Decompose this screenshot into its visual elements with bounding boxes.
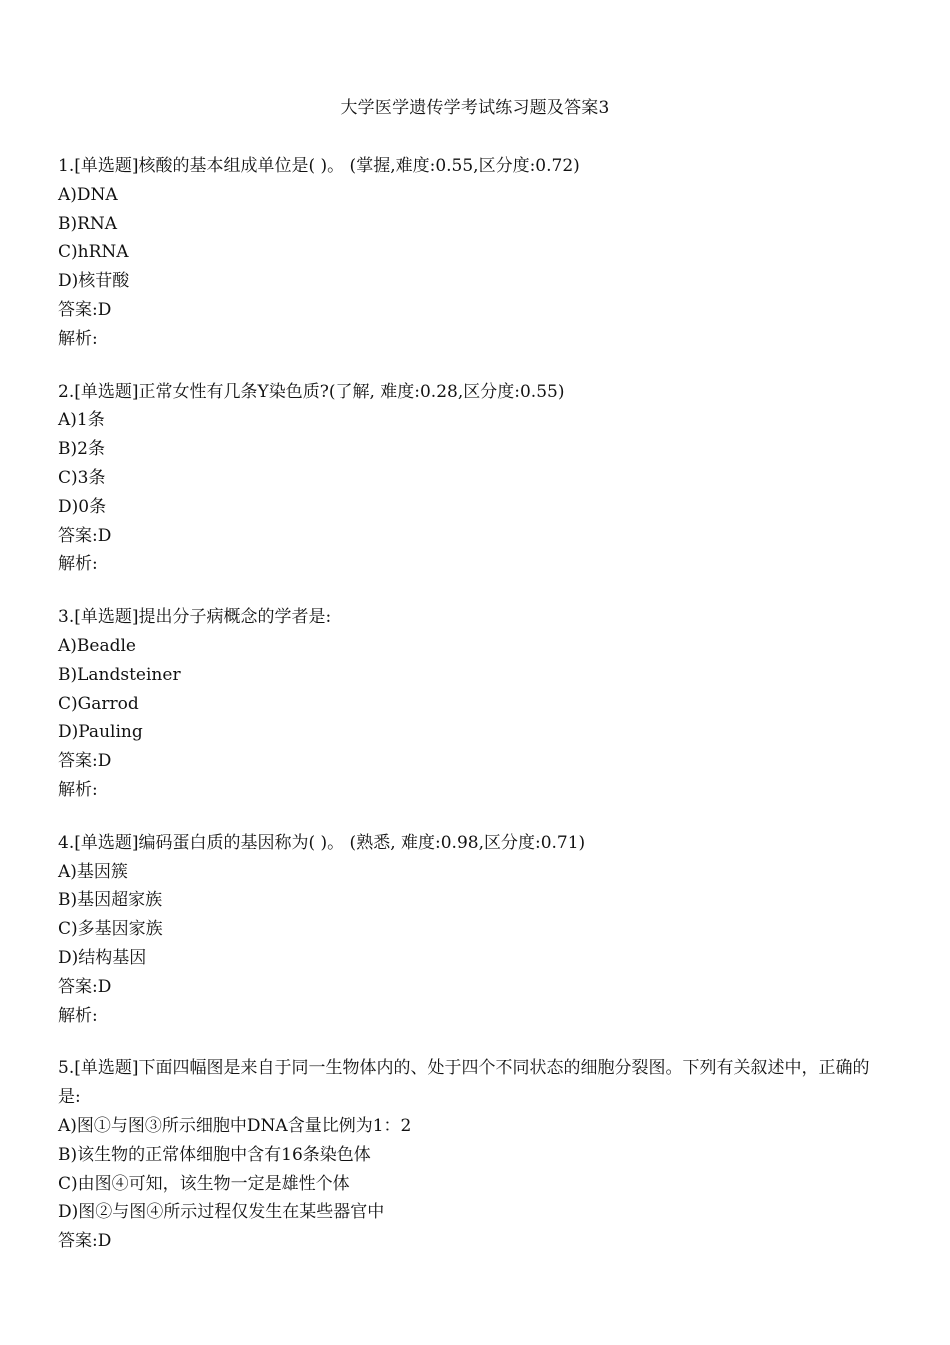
document-title: 大学医学遗传学考试练习题及答案3: [340, 98, 610, 118]
question-stem: 4.[单选题]编码蛋白质的基因称为( )。 (熟悉, 难度:0.98,区分度:0.71): [58, 832, 586, 853]
question-5: [58, 1054, 892, 1256]
option-c: C)多基因家族: [58, 919, 163, 940]
option-a: A)DNA: [58, 184, 118, 205]
option-d: D)0条: [58, 496, 107, 517]
question-stem: 3.[单选题]提出分子病概念的学者是:: [58, 607, 332, 628]
option-d: D)图②与图④所示过程仅发生在某些器官中: [58, 1202, 385, 1223]
analysis: 解析:: [58, 1005, 98, 1026]
option-b: B)Landsteiner: [58, 664, 181, 685]
option-c: C)hRNA: [58, 242, 129, 263]
question-stem: 1.[单选题]核酸的基本组成单位是( )。 (掌握,难度:0.55,区分度:0.72): [58, 156, 580, 176]
option-c: C)3条: [58, 467, 106, 488]
option-b: B)基因超家族: [58, 890, 163, 911]
option-b: B)该生物的正常体细胞中含有16条染色体: [58, 1144, 371, 1165]
option-b: B)2条: [58, 439, 105, 460]
option-a: A)Beadle: [58, 635, 136, 656]
option-d: D)Pauling: [58, 722, 143, 743]
analysis: 解析:: [58, 328, 98, 349]
option-a: A)基因簇: [58, 861, 128, 882]
answer: 答案:D: [58, 525, 112, 546]
analysis: 解析:: [58, 779, 98, 800]
question-list: [58, 152, 892, 1280]
answer: 答案:D: [58, 751, 112, 772]
option-a: A)1条: [58, 410, 105, 431]
question-4: [58, 829, 892, 1031]
answer: 答案:D: [58, 1231, 112, 1252]
question-3: [58, 603, 892, 805]
question-stem: 5.[单选题]下面四幅图是来自于同一生物体内的、处于四个不同状态的细胞分裂图。下列有关叙述中，正确的是:: [58, 1058, 870, 1108]
option-d: D)结构基因: [58, 947, 147, 968]
question-1: [58, 152, 892, 354]
question-2: [58, 378, 892, 580]
option-c: C)由图④可知，该生物一定是雄性个体: [58, 1173, 350, 1194]
option-c: C)Garrod: [58, 693, 139, 714]
option-d: D)核苷酸: [58, 271, 130, 292]
answer: 答案:D: [58, 299, 112, 320]
answer: 答案:D: [58, 976, 112, 997]
question-stem: 2.[单选题]正常女性有几条Y染色质?(了解, 难度:0.28,区分度:0.55): [58, 381, 565, 402]
option-a: A)图①与图③所示细胞中DNA含量比例为1：2: [58, 1115, 412, 1136]
option-b: B)RNA: [58, 213, 118, 234]
analysis: 解析:: [58, 554, 98, 575]
